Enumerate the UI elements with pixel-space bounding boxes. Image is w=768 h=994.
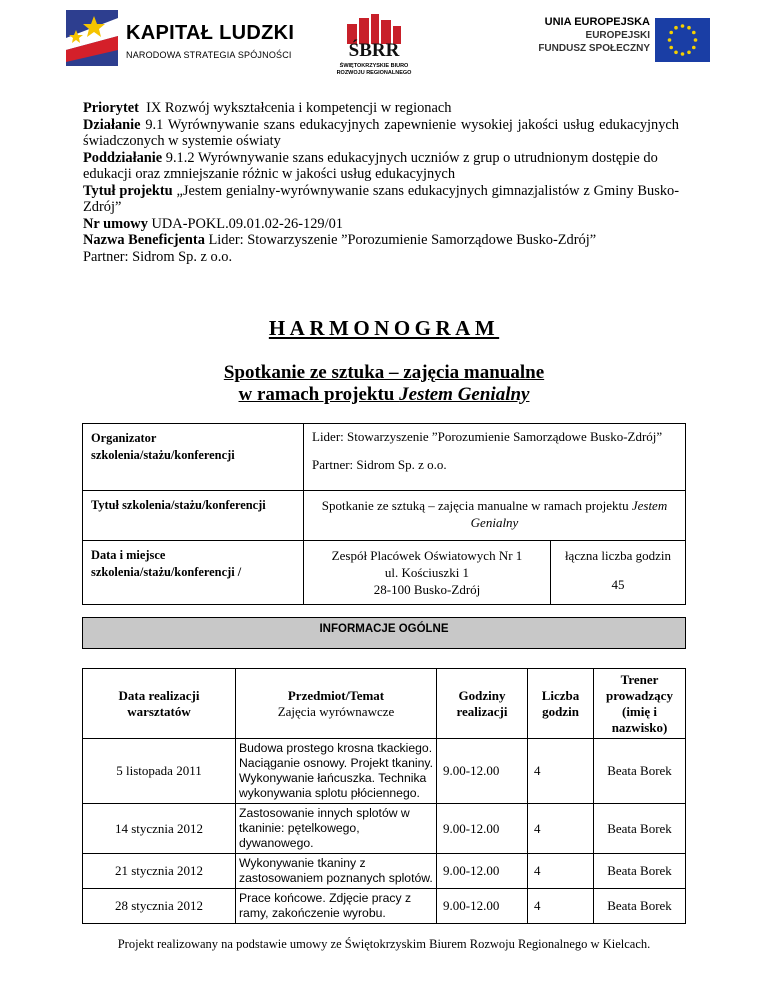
row-hours: 9.00-12.00 — [437, 889, 528, 924]
row-hours: 9.00-12.00 — [437, 739, 528, 804]
tytul-szkolenia-label: Tytuł szkolenia/stażu/konferencji — [83, 491, 304, 541]
schedule-table — [82, 668, 686, 924]
eu-text — [538, 16, 650, 55]
row-date: 28 stycznia 2012 — [83, 889, 236, 924]
row-topic: Budowa prostego krosna tkackiego. Naciąganie osnowy. Projekt tkaniny. Wykonywanie łańcuszka. Technika wykonywania splotu płóciennego. — [236, 739, 437, 804]
row-date: 5 listopada 2011 — [83, 739, 236, 804]
nr-umowy-line: Nr umowy UDA-POKL.09.01.02-26-129/01 — [83, 215, 343, 232]
page-title: HARMONOGRAM — [268, 316, 500, 340]
header-godziny: Godziny realizacji — [437, 669, 528, 739]
row-topic: Wykonywanie tkaniny z zastosowaniem poznanych splotów. — [236, 854, 437, 889]
header-data: Data realizacji warsztatów — [83, 669, 236, 739]
row-count: 4 — [528, 804, 594, 854]
row-date: 21 stycznia 2012 — [83, 854, 236, 889]
organizator-label: Organizator szkolenia/stażu/konferencji — [83, 424, 304, 491]
kapital-ludzki-flag-icon — [66, 10, 118, 66]
kapital-ludzki-title: KAPITAŁ LUDZKI — [126, 22, 295, 44]
table-header-row — [83, 669, 686, 739]
tytul-szkolenia-value: Spotkanie ze sztuką – zajęcia manualne w ramach projektu Jestem Genialny — [304, 491, 686, 541]
eu-logo — [520, 14, 710, 64]
eu-line-1: EUROPEJSKI — [585, 30, 650, 41]
eu-line-2: FUNDUSZ SPOŁECZNY — [538, 43, 650, 54]
row-hours: 9.00-12.00 — [437, 854, 528, 889]
row-trainer: Beata Borek — [594, 889, 686, 924]
data-miejsce-label: Data i miejsce szkolenia/stażu/konferencji / — [83, 541, 304, 605]
table-row — [83, 739, 686, 804]
table-row — [83, 541, 686, 605]
project-info — [83, 100, 679, 265]
table-row — [83, 804, 686, 854]
beneficjent-line: Nazwa Beneficjenta Lider: Stowarzyszenie ”Porozumienie Samorządowe Busko-Zdrój” — [83, 232, 597, 248]
footer-note: Projekt realizowany na podstawie umowy ze Świętokrzyskim Biurem Rozwoju Regionalnego w Kielcach. — [117, 937, 651, 951]
row-count: 4 — [528, 854, 594, 889]
page-subtitle: Spotkanie ze sztuka – zajęcia manualne w ramach projektu Jestem Genialny — [223, 362, 545, 405]
table-row — [83, 491, 686, 541]
header-trener: Trener prowadzący (imię i nazwisko) — [594, 669, 686, 739]
row-topic: Prace końcowe. Zdjęcie pracy z ramy, zakończenie wyrobu. — [236, 889, 437, 924]
row-trainer: Beata Borek — [594, 739, 686, 804]
sbrr-logo — [335, 14, 413, 76]
partner-line: Partner: Sidrom Sp. z o.o. — [83, 248, 233, 265]
row-trainer: Beata Borek — [594, 804, 686, 854]
table-row — [83, 889, 686, 924]
row-count: 4 — [528, 889, 594, 924]
eu-flag-icon — [655, 18, 710, 62]
sbrr-tagline-2: ROZWOJU REGIONALNEGO — [336, 70, 412, 76]
organizer-table — [82, 423, 686, 605]
miejsce-value: Zespół Placówek Oświatowych Nr 1 ul. Kościuszki 1 28-100 Busko-Zdrój — [304, 541, 551, 605]
row-topic: Zastosowanie innych splotów w tkaninie: pętelkowego, dywanowego. — [236, 804, 437, 854]
poddzialanie-line: Poddziałanie 9.1.2 Wyrównywanie szans edukacyjnych uczniów z grup o utrudnionym dostępie do edukacji oraz zmniejszanie różnic w jakości usług edukacyjnych — [83, 149, 658, 182]
row-hours: 9.00-12.00 — [437, 804, 528, 854]
eu-title: UNIA EUROPEJSKA — [544, 16, 650, 28]
tytul-projektu-line: Tytuł projektu „Jestem genialny-wyrównywanie szans edukacyjnych gimnazjalistów z Gminy Busko-Zdrój” — [83, 182, 680, 215]
sbrr-tagline-1: ŚWIĘTOKRZYSKIE BIURO — [339, 63, 409, 69]
kapital-ludzki-subtitle: NARODOWA STRATEGIA SPÓJNOŚCI — [126, 50, 292, 60]
laczna-liczba-godzin: łączna liczba godzin 45 — [551, 541, 686, 605]
header-temat: Przedmiot/Temat Zajęcia wyrównawcze — [236, 669, 437, 739]
priorytet-line: Priorytet IX Rozwój wykształcenia i kompetencji w regionach — [83, 100, 452, 116]
kapital-ludzki-logo — [66, 10, 296, 72]
sbrr-building-icon — [339, 14, 409, 58]
section-header: INFORMACJE OGÓLNE — [82, 617, 686, 649]
godziny-value: 45 — [611, 577, 625, 592]
dzialanie-line: Działanie 9.1 Wyrównywanie szans edukacyjnych zapewnienie wysokiej jakości usług edukacyjnych świadczonych w systemie oświaty — [83, 116, 679, 149]
table-row — [83, 854, 686, 889]
sbrr-abbr: ŚBRR — [348, 40, 400, 58]
table-row — [83, 424, 686, 491]
organizator-value: Lider: Stowarzyszenie ”Porozumienie Samorządowe Busko-Zdrój” Partner: Sidrom Sp. z o.o. — [304, 424, 686, 491]
row-date: 14 stycznia 2012 — [83, 804, 236, 854]
row-trainer: Beata Borek — [594, 854, 686, 889]
row-count: 4 — [528, 739, 594, 804]
header-liczba: Liczba godzin — [528, 669, 594, 739]
